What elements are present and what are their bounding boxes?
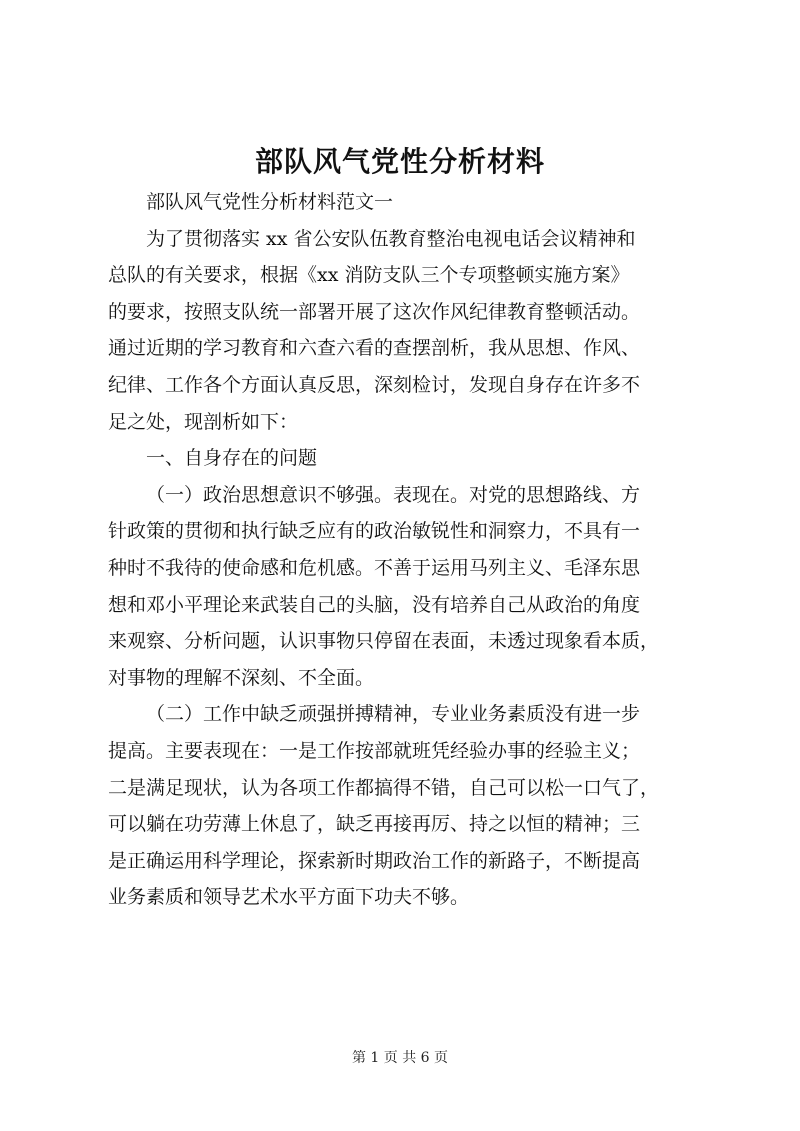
paragraph-2-line-4: 想和邓小平理论来武装自己的头脑，没有培养自己从政治的角度: [108, 593, 641, 616]
subtitle-line: 部队风气党性分析材料范文一: [146, 191, 394, 213]
document-body: [108, 184, 712, 916]
paragraph-2-line-2: 针政策的贯彻和执行缺乏应有的政治敏锐性和洞察力，不具有一: [108, 520, 641, 543]
paragraph-2-line-3: 种时不我待的使命感和危机感。不善于运用马列主义、毛泽东思: [108, 556, 641, 579]
paragraph-1-line-4: 通过近期的学习教育和六查六看的查摆剖析，我从思想、作风、: [108, 337, 641, 360]
paragraph-1-line-5: 纪律、工作各个方面认真反思，深刻检讨，发现自身存在许多不: [108, 373, 641, 396]
paragraph-3-line-4: 可以躺在功劳薄上休息了，缺乏再接再厉、持之以恒的精神；三: [108, 813, 641, 836]
paragraph-2-line-1: （一）政治思想意识不够强。表现在。对党的思想路线、方: [146, 483, 641, 506]
paragraph-2-line-6: 对事物的理解不深刻、不全面。: [108, 666, 375, 689]
paragraph-3-line-3: 二是满足现状，认为各项工作都搞得不错，自己可以松一口气了，: [108, 776, 660, 799]
section-heading-1: 一、自身存在的问题: [146, 447, 318, 470]
paragraph-2-line-5: 来观察、分析问题，认识事物只停留在表面，未透过现象看本质，: [108, 630, 660, 653]
paragraph-3-line-5: 是正确运用科学理论，探索新时期政治工作的新路子，不断提高: [108, 849, 641, 872]
document-title: 部队风气党性分析材料: [254, 145, 545, 178]
paragraph-1-line-1: 为了贯彻落实 xx 省公安队伍教育整治电视电话会议精神和: [146, 227, 636, 250]
paragraph-3-line-6: 业务素质和领导艺术水平方面下功夫不够。: [108, 886, 470, 909]
paragraph-1-line-2: 总队的有关要求，根据《xx 消防支队三个专项整顿实施方案》: [108, 264, 630, 287]
page-indicator: 第 1 页 共 6 页: [351, 1050, 449, 1066]
paragraph-1-line-3: 的要求，按照支队统一部署开展了这次作风纪律教育整顿活动。: [108, 300, 641, 323]
paragraph-1-line-6: 足之处，现剖析如下：: [108, 410, 299, 433]
paragraph-3-line-2: 提高。主要表现在：一是工作按部就班凭经验办事的经验主义；: [108, 739, 641, 762]
paragraph-3-line-1: （二）工作中缺乏顽强拼搏精神，专业业务素质没有进一步: [146, 703, 641, 726]
